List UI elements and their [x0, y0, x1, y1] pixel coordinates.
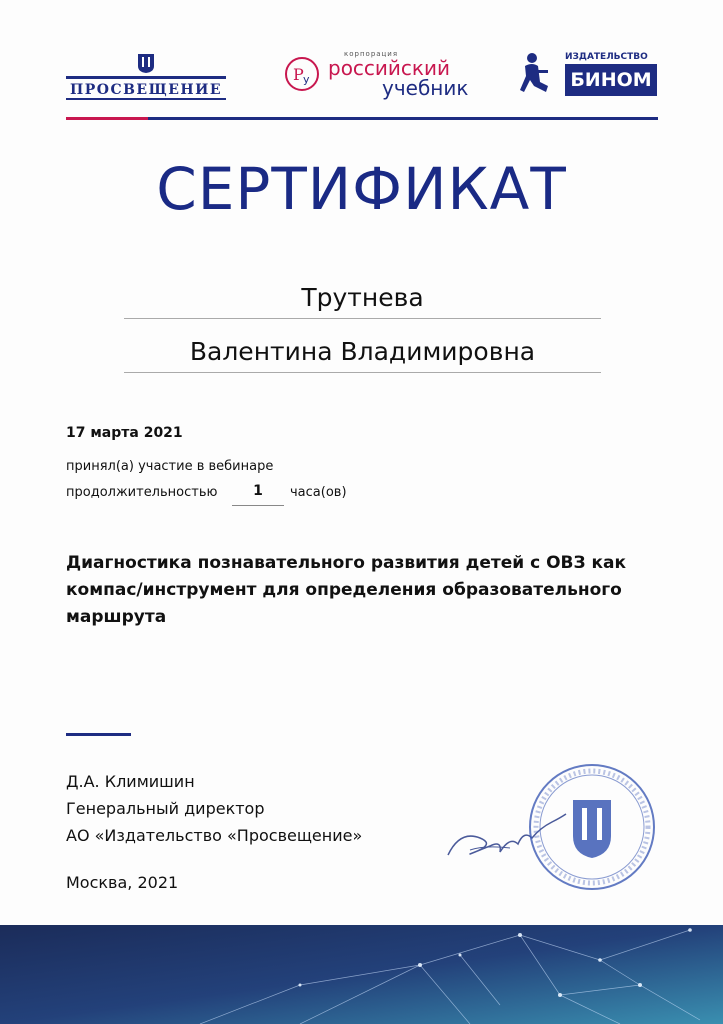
- binom-logo: [520, 52, 660, 102]
- footer-decoration: [0, 925, 723, 1024]
- participation-text: принял(а) участие в вебинаре: [66, 459, 274, 474]
- surname-underline: [124, 318, 601, 319]
- event-date: 17 марта 2021: [66, 425, 183, 441]
- svg-text:P: P: [293, 65, 304, 84]
- webinar-title: Диагностика познавательного развития детей с ОВЗ как компас/инструмент для определения образовательного маршрута: [66, 553, 627, 627]
- ru-logo-line2: учебник: [382, 76, 469, 100]
- svg-text:у: у: [303, 73, 310, 86]
- prosveshchenie-logo: [66, 52, 226, 102]
- russian-textbook-logo: [284, 50, 474, 100]
- header-divider: [66, 117, 658, 120]
- signer-position: Генеральный директор: [66, 799, 265, 818]
- given-names-underline: [124, 372, 601, 373]
- signature-rule: [66, 733, 131, 736]
- reader-figure-icon: [520, 52, 552, 96]
- signer-organization: АО «Издательство «Просвещение»: [66, 826, 363, 845]
- header-divider-accent: [66, 117, 148, 120]
- recipient-given-names: Валентина Владимировна: [189, 337, 536, 366]
- prosveshchenie-emblem-icon: [136, 52, 156, 74]
- prosveshchenie-logo-text: ПРОСВЕЩЕНИЕ: [70, 82, 222, 98]
- duration-label: продолжительностью: [66, 485, 218, 500]
- ru-logo-small-text: корпорация: [344, 50, 399, 58]
- duration-underline: [232, 505, 284, 506]
- binom-small-text: ИЗДАТЕЛЬСТВО: [565, 52, 648, 62]
- recipient-surname: Трутнева: [301, 283, 424, 312]
- ru-circle-icon: [284, 56, 320, 92]
- certificate-title: СЕРТИФИКАТ: [156, 155, 567, 223]
- signer-name: Д.А. Климишин: [66, 772, 195, 791]
- binom-name: БИНОМ: [565, 64, 657, 96]
- official-stamp: [527, 762, 657, 892]
- city-year: Москва, 2021: [66, 873, 179, 892]
- duration-unit: часа(ов): [290, 485, 347, 500]
- duration-value: 1: [253, 483, 263, 499]
- ru-logo-line1: российский: [328, 56, 450, 80]
